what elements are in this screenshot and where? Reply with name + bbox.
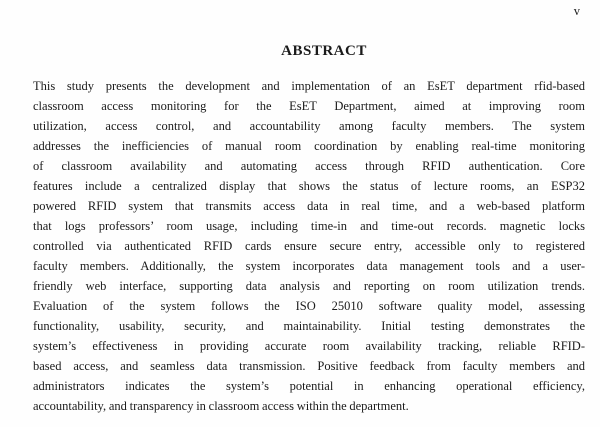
abstract-paragraph xyxy=(33,76,585,416)
abstract-line: accountability, and transparency in classroom access within the department. xyxy=(33,399,409,413)
abstract-line: addresses the inefficiencies of manual room coordination by enabling real-time monitoring xyxy=(33,139,585,153)
abstract-line: functionality, usability, security, and maintainability. Initial testing demonstrates the xyxy=(33,319,585,333)
abstract-line: friendly web interface, supporting data analysis and reporting on room utilization trends. xyxy=(33,279,585,293)
abstract-line: faculty members. Additionally, the system incorporates data management tools and a user- xyxy=(33,259,585,273)
abstract-line: powered RFID system that transmits access data in real time, and a web-based platform xyxy=(33,199,585,213)
abstract-line: that logs professors’ room usage, including time-in and time-out records. magnetic locks xyxy=(33,219,585,233)
abstract-line: utilization, access control, and accountability among faculty members. The system xyxy=(33,119,585,133)
abstract-line: of classroom availability and automating access through RFID authentication. Core xyxy=(33,159,585,173)
abstract-line: based access, and seamless data transmission. Positive feedback from faculty members and xyxy=(33,359,585,373)
abstract-line: classroom access monitoring for the EsET Department, aimed at improving room xyxy=(33,99,585,113)
abstract-line: system’s effectiveness in providing accurate room availability tracking, reliable RFID- xyxy=(33,339,585,353)
abstract-line: controlled via authenticated RFID cards ensure secure entry, accessible only to registered xyxy=(33,239,585,253)
abstract-line: Evaluation of the system follows the ISO 25010 software quality model, assessing xyxy=(33,299,585,313)
abstract-line: administrators indicates the system’s potential in enhancing operational efficiency, xyxy=(33,379,585,393)
page-number: v xyxy=(573,4,580,18)
abstract-heading: ABSTRACT xyxy=(281,43,367,59)
abstract-line: features include a centralized display that shows the status of lecture rooms, an ESP32 xyxy=(33,179,585,193)
abstract-line: This study presents the development and implementation of an EsET department rfid-based xyxy=(33,79,585,93)
